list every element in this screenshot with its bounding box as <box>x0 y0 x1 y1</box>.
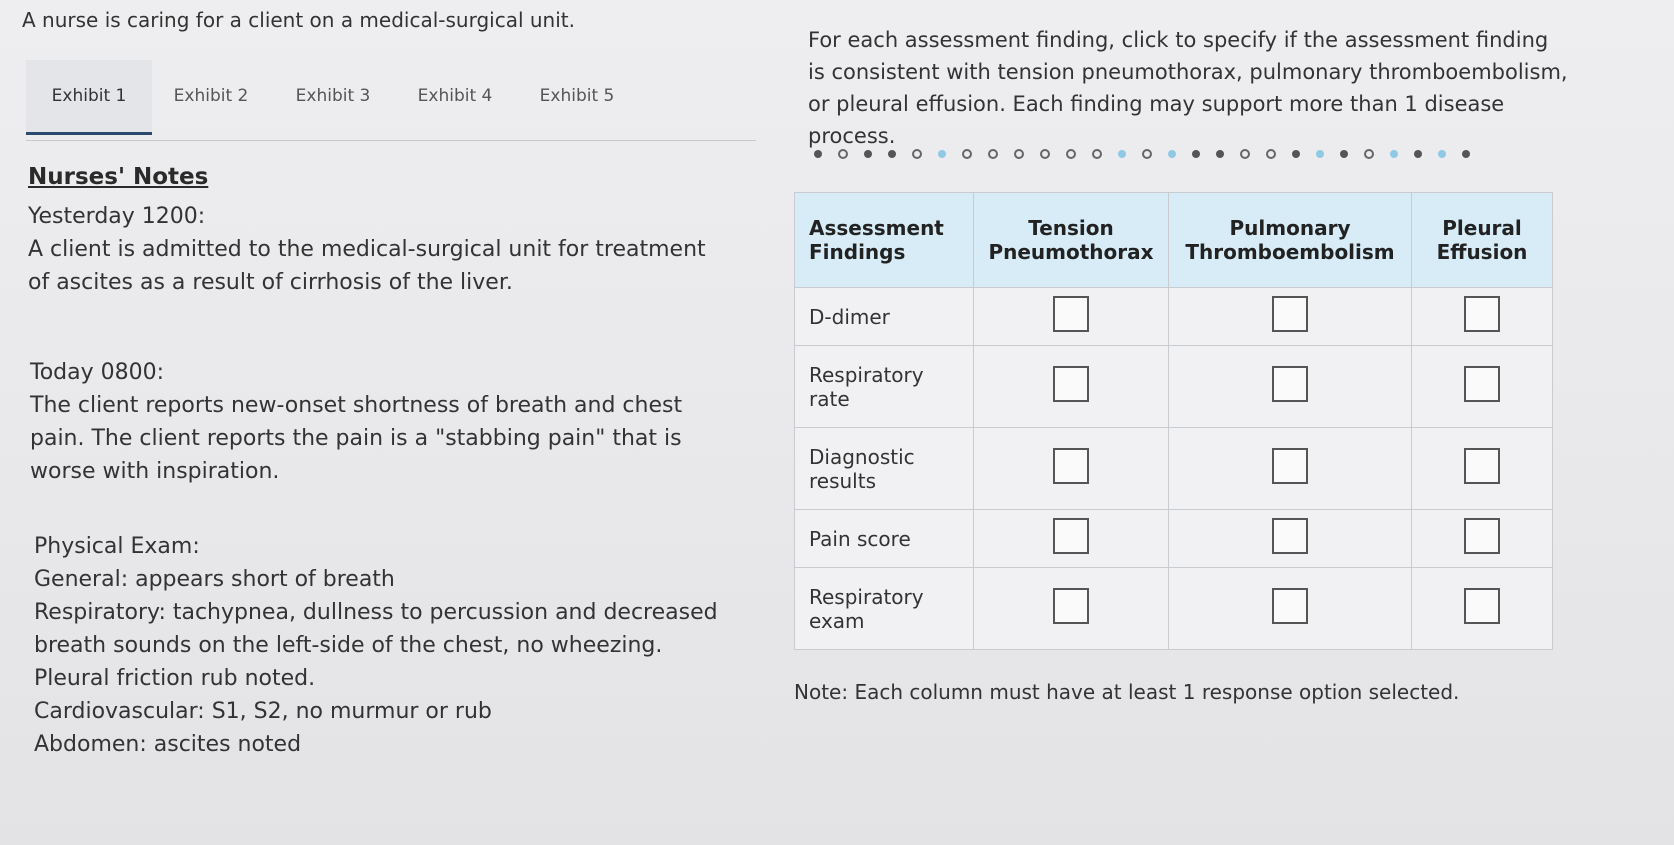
header-pleural-effusion: Pleural Effusion <box>1412 193 1553 288</box>
progress-dot <box>1168 150 1176 158</box>
progress-dot <box>838 149 848 159</box>
progress-dot <box>1462 150 1470 158</box>
table-row <box>795 568 1553 650</box>
checkbox-resp-rate-pleural[interactable] <box>1464 366 1500 402</box>
scenario-text: A nurse is caring for a client on a medical-surgical unit. <box>22 8 575 32</box>
progress-dot <box>864 150 872 158</box>
progress-dot <box>962 149 972 159</box>
finding-pain-score: Pain score <box>795 510 974 568</box>
exam-title: Physical Exam: <box>34 534 200 559</box>
checkbox-pain-pleural[interactable] <box>1464 518 1500 554</box>
progress-dot <box>1414 150 1422 158</box>
note-yesterday-time: Yesterday 1200: <box>28 204 206 229</box>
progress-dot <box>814 150 822 158</box>
note-today <box>30 356 690 488</box>
progress-dot <box>1438 150 1446 158</box>
tab-exhibit-2[interactable]: Exhibit 2 <box>173 86 249 106</box>
finding-d-dimer: D-dimer <box>795 288 974 346</box>
table-row <box>795 288 1553 346</box>
checkbox-pain-pulmonary[interactable] <box>1272 518 1308 554</box>
instructions: For each assessment finding, click to specify if the assessment finding is consistent with tension pneumothorax, pulmonary thromboembolism, or pleural effusion. Each finding may support more than 1 disease process. <box>808 28 1568 148</box>
checkbox-d-dimer-pleural[interactable] <box>1464 296 1500 332</box>
exhibit-tabs <box>26 60 756 141</box>
tab-exhibit-1[interactable]: Exhibit 1 <box>26 60 152 135</box>
header-pulmonary-thromboembolism: Pulmonary Thromboembolism <box>1169 193 1412 288</box>
progress-dot <box>1266 149 1276 159</box>
note-today-text: The client reports new-onset shortness of breath and chest pain. The client reports the pain is a "stabbing pain" that is worse with inspiration. <box>30 393 683 484</box>
table-row <box>795 428 1553 510</box>
checkbox-diagnostic-pulmonary[interactable] <box>1272 448 1308 484</box>
progress-dot <box>1014 149 1024 159</box>
notes-title: Nurses' Notes <box>28 164 209 190</box>
progress-dot <box>988 149 998 159</box>
progress-dot <box>1364 149 1374 159</box>
finding-diagnostic-results: Diagnostic results <box>795 428 974 510</box>
checkbox-pain-tension[interactable] <box>1053 518 1089 554</box>
exam-abdomen: Abdomen: ascites noted <box>34 732 302 757</box>
note-yesterday <box>28 200 728 299</box>
checkbox-resp-exam-pleural[interactable] <box>1464 588 1500 624</box>
progress-dot <box>1216 150 1224 158</box>
note-today-time: Today 0800: <box>30 360 165 385</box>
checkbox-resp-exam-tension[interactable] <box>1053 588 1089 624</box>
exam-cardiovascular: Cardiovascular: S1, S2, no murmur or rub <box>34 699 492 724</box>
progress-dot <box>888 150 896 158</box>
tab-exhibit-5[interactable]: Exhibit 5 <box>539 86 615 106</box>
progress-dot <box>1192 150 1200 158</box>
tab-exhibit-4[interactable]: Exhibit 4 <box>417 86 493 106</box>
progress-dot <box>1066 149 1076 159</box>
checkbox-resp-exam-pulmonary[interactable] <box>1272 588 1308 624</box>
table-row <box>795 346 1553 428</box>
checkbox-resp-rate-tension[interactable] <box>1053 366 1089 402</box>
checkbox-resp-rate-pulmonary[interactable] <box>1272 366 1308 402</box>
table-row <box>795 510 1553 568</box>
progress-dot <box>1240 149 1250 159</box>
header-assessment-findings: Assessment Findings <box>795 193 974 288</box>
progress-dot <box>1292 150 1300 158</box>
finding-respiratory-rate: Respiratory rate <box>795 346 974 428</box>
tab-exhibit-3[interactable]: Exhibit 3 <box>295 86 371 106</box>
progress-dot <box>1142 149 1152 159</box>
progress-dots <box>814 146 1604 162</box>
progress-dot <box>912 149 922 159</box>
finding-respiratory-exam: Respiratory exam <box>795 568 974 650</box>
progress-dot <box>1340 150 1348 158</box>
physical-exam <box>34 530 734 761</box>
progress-dot <box>1118 150 1126 158</box>
note-yesterday-text: A client is admitted to the medical-surgical unit for treatment of ascites as a result of cirrhosis of the liver. <box>28 237 706 295</box>
progress-dot <box>1092 149 1102 159</box>
progress-dot <box>1040 149 1050 159</box>
checkbox-d-dimer-tension[interactable] <box>1053 296 1089 332</box>
checkbox-diagnostic-tension[interactable] <box>1053 448 1089 484</box>
exam-general: General: appears short of breath <box>34 567 395 592</box>
column-note: Note: Each column must have at least 1 response option selected. <box>794 680 1460 704</box>
header-tension-pneumothorax: Tension Pneumothorax <box>974 193 1169 288</box>
exam-respiratory: Respiratory: tachypnea, dullness to percussion and decreased breath sounds on the left-side of the chest, no wheezing. Pleural friction rub noted. <box>34 600 718 691</box>
checkbox-d-dimer-pulmonary[interactable] <box>1272 296 1308 332</box>
progress-dot <box>938 150 946 158</box>
checkbox-diagnostic-pleural[interactable] <box>1464 448 1500 484</box>
progress-dot <box>1390 150 1398 158</box>
progress-dot <box>1316 150 1324 158</box>
assessment-matrix <box>794 192 1553 650</box>
